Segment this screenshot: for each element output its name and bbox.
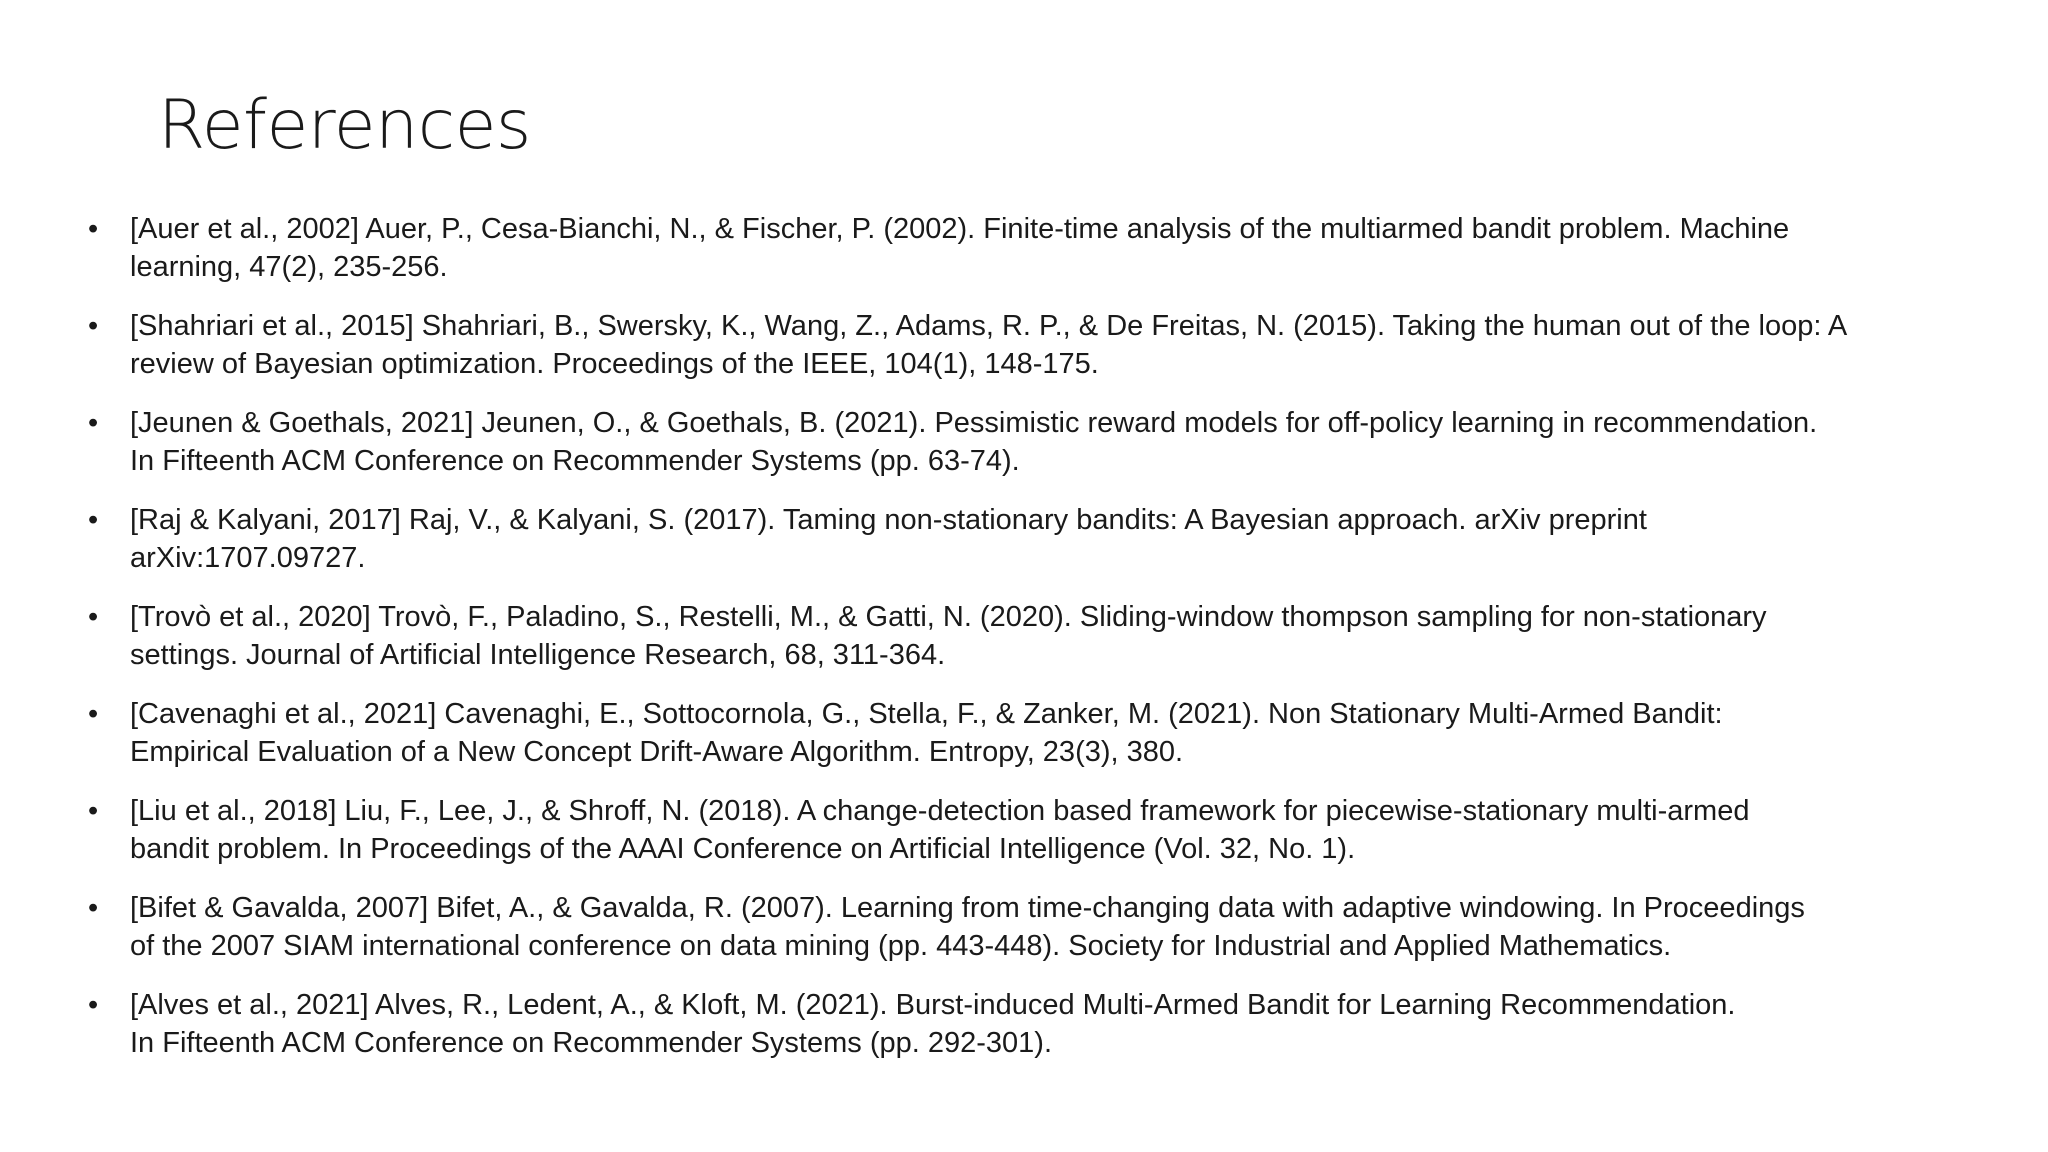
reference-item <box>88 210 1988 286</box>
bullet-icon: • <box>88 795 99 827</box>
reference-line: [Bifet & Gavalda, 2007] Bifet, A., & Gavalda, R. (2007). Learning from time-changing data with adaptive windowing. In Proceedings <box>130 892 1805 924</box>
reference-text <box>130 986 1988 1062</box>
reference-item <box>88 598 1988 674</box>
reference-item <box>88 695 1988 771</box>
reference-line: [Alves et al., 2021] Alves, R., Ledent, A., & Kloft, M. (2021). Burst-induced Multi-Armed Bandit for Learning Recommendation. <box>130 989 1736 1021</box>
reference-line: bandit problem. In Proceedings of the AAAI Conference on Artificial Intelligence (Vol. 32, No. 1). <box>130 833 1356 865</box>
bullet-icon: • <box>88 407 99 439</box>
reference-line: In Fifteenth ACM Conference on Recommender Systems (pp. 63-74). <box>130 445 1020 477</box>
reference-line: [Jeunen & Goethals, 2021] Jeunen, O., & Goethals, B. (2021). Pessimistic reward models for off-policy learning in recommendation. <box>130 407 1818 439</box>
reference-line: [Liu et al., 2018] Liu, F., Lee, J., & Shroff, N. (2018). A change-detection based framework for piecewise-stationary multi-armed <box>130 795 1750 827</box>
slide-title: References <box>158 86 531 165</box>
reference-item <box>88 404 1988 480</box>
reference-line: of the 2007 SIAM international conference on data mining (pp. 443-448). Society for Industrial and Applied Mathematics. <box>130 930 1672 962</box>
reference-text <box>130 889 1988 965</box>
reference-text <box>130 695 1988 771</box>
reference-item <box>88 889 1988 965</box>
reference-text <box>130 501 1988 577</box>
bullet-icon: • <box>88 601 99 633</box>
reference-line: Empirical Evaluation of a New Concept Drift-Aware Algorithm. Entropy, 23(3), 380. <box>130 736 1184 768</box>
reference-item <box>88 986 1988 1062</box>
reference-line: In Fifteenth ACM Conference on Recommender Systems (pp. 292-301). <box>130 1027 1052 1059</box>
reference-item <box>88 792 1988 868</box>
reference-line: [Shahriari et al., 2015] Shahriari, B., Swersky, K., Wang, Z., Adams, R. P., & De Freitas, N. (2015). Taking the human out of the loop: A <box>130 310 1848 342</box>
reference-line: [Auer et al., 2002] Auer, P., Cesa-Bianchi, N., & Fischer, P. (2002). Finite-time analysis of the multiarmed bandit problem. Machine <box>130 213 1790 245</box>
reference-text <box>130 210 1988 286</box>
reference-text <box>130 792 1988 868</box>
bullet-icon: • <box>88 213 99 245</box>
bullet-icon: • <box>88 504 99 536</box>
reference-line: learning, 47(2), 235-256. <box>130 251 448 283</box>
reference-line: review of Bayesian optimization. Proceedings of the IEEE, 104(1), 148-175. <box>130 348 1099 380</box>
reference-text <box>130 598 1988 674</box>
bullet-icon: • <box>88 698 99 730</box>
bullet-icon: • <box>88 310 99 342</box>
reference-line: settings. Journal of Artificial Intelligence Research, 68, 311-364. <box>130 639 946 671</box>
reference-text <box>130 404 1988 480</box>
bullet-icon: • <box>88 989 99 1021</box>
reference-text <box>130 307 1988 383</box>
reference-line: arXiv:1707.09727. <box>130 542 366 574</box>
bullet-icon: • <box>88 892 99 924</box>
reference-line: [Cavenaghi et al., 2021] Cavenaghi, E., Sottocornola, G., Stella, F., & Zanker, M. (2021). Non Stationary Multi-Armed Bandit: <box>130 698 1723 730</box>
reference-line: [Raj & Kalyani, 2017] Raj, V., & Kalyani, S. (2017). Taming non-stationary bandits: A Bayesian approach. arXiv preprint <box>130 504 1647 536</box>
reference-item <box>88 307 1988 383</box>
reference-line: [Trovò et al., 2020] Trovò, F., Paladino, S., Restelli, M., & Gatti, N. (2020). Sliding-window thompson sampling for non-stationary <box>130 601 1767 633</box>
reference-list <box>88 210 1988 1083</box>
reference-item <box>88 501 1988 577</box>
